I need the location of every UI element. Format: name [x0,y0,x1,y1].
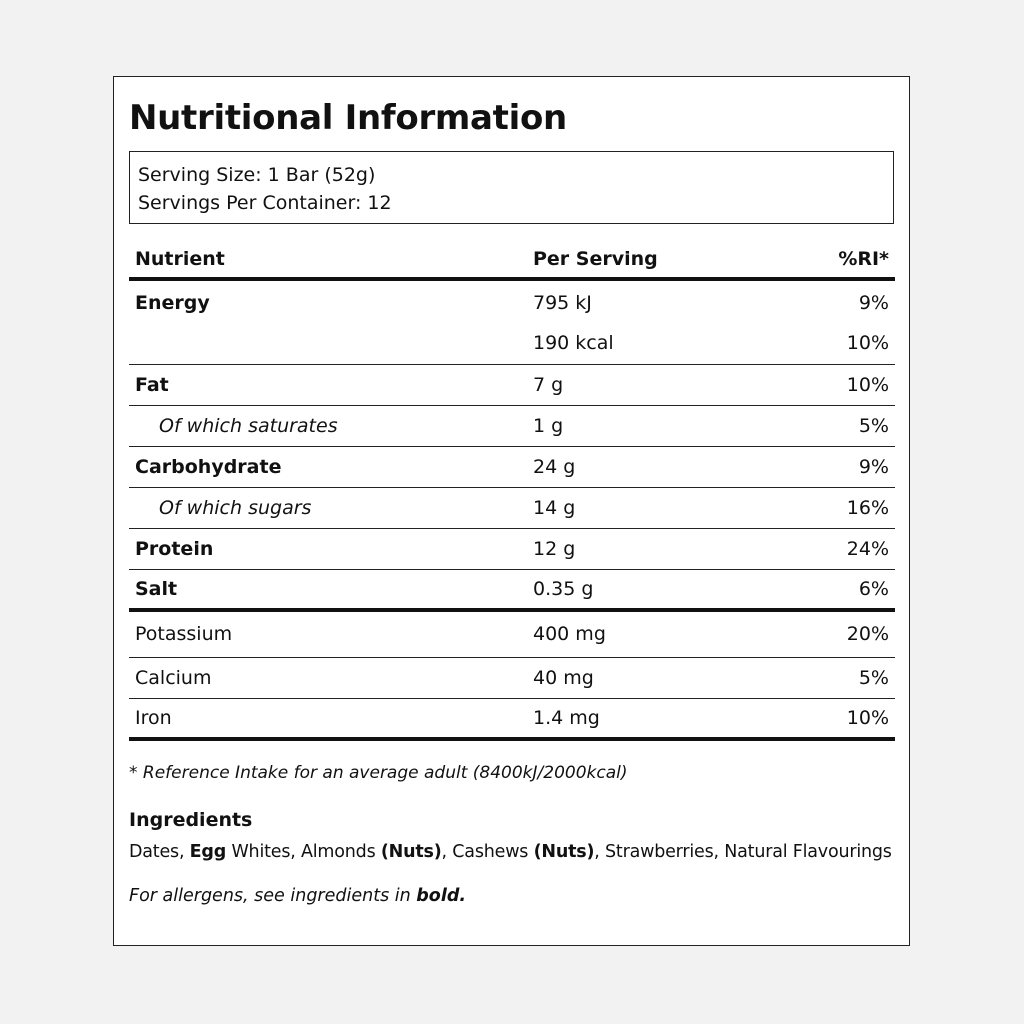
per-serving-value: 40 mg [527,657,777,698]
ingredient-text: , Strawberries, Natural Flavourings [594,842,892,862]
header-ri: %RI* [777,243,895,279]
serving-info-box [129,151,894,224]
allergen-ingredient: (Nuts) [380,842,442,862]
allergen-ingredient: (Nuts) [533,842,595,862]
reference-intake-footnote: * Reference Intake for an average adult (8400kJ/2000kcal) [129,763,628,783]
ingredients-list [129,839,894,865]
header-nutrient: Nutrient [129,243,527,279]
per-serving-value: 795 kJ [533,292,592,314]
per-serving-value: 1 g [527,405,777,446]
ri-value: 24% [777,528,895,569]
per-serving-value: 1.4 mg [527,698,777,739]
ri-value: 9% [858,292,889,314]
table-row [129,279,895,323]
allergen-note-text: For allergens, see ingredients in [129,886,417,906]
ri-value: 10% [777,698,895,739]
ingredient-text: Whites, Almonds [226,842,381,862]
table-row [129,528,895,569]
ri-value: 5% [777,657,895,698]
table-header-row [129,243,895,279]
header-per-serving: Per Serving [527,243,777,279]
table-row [129,446,895,487]
allergen-note-bold: bold. [416,886,467,906]
ri-value: 9% [777,446,895,487]
per-serving-value: 14 g [527,487,777,528]
table-row [129,657,895,698]
ingredient-text: , Cashews [441,842,534,862]
table-row [129,405,895,446]
per-serving-value: 0.35 g [527,569,777,610]
ingredients-heading: Ingredients [129,809,253,831]
table-row [129,323,895,364]
nutrient-name: Iron [129,698,527,739]
nutrition-label [113,76,910,946]
nutrient-name: Salt [129,569,527,610]
allergen-note [129,883,894,909]
ri-value: 10% [777,364,895,405]
per-serving-value: 7 g [527,364,777,405]
table-row [129,364,895,405]
nutrient-name: Calcium [129,657,527,698]
nutrient-name: Energy [135,292,210,314]
allergen-ingredient: Egg [189,842,227,862]
nutrient-name [129,323,527,364]
ri-value: 6% [777,569,895,610]
ri-value: 20% [777,610,895,657]
per-serving-value: 12 g [527,528,777,569]
ri-value: 16% [777,487,895,528]
per-serving-value: 24 g [527,446,777,487]
nutrition-table [129,243,895,741]
per-serving-value: 400 mg [527,610,777,657]
nutrient-name: Potassium [129,610,527,657]
ri-value: 10% [777,323,895,364]
per-serving-value: 190 kcal [527,323,777,364]
nutrient-name: Of which saturates [129,405,527,446]
table-row [129,569,895,610]
table-row [129,610,895,657]
nutrient-name: Carbohydrate [129,446,527,487]
nutrient-name: Protein [129,528,527,569]
nutrient-name: Fat [129,364,527,405]
table-row [129,698,895,739]
servings-per-container: Servings Per Container: 12 [138,192,392,214]
ri-value: 5% [777,405,895,446]
serving-size: Serving Size: 1 Bar (52g) [138,164,376,186]
table-row [129,487,895,528]
nutrient-name: Of which sugars [129,487,527,528]
ingredient-text: Dates, [129,842,190,862]
page-title: Nutritional Information [129,98,567,138]
